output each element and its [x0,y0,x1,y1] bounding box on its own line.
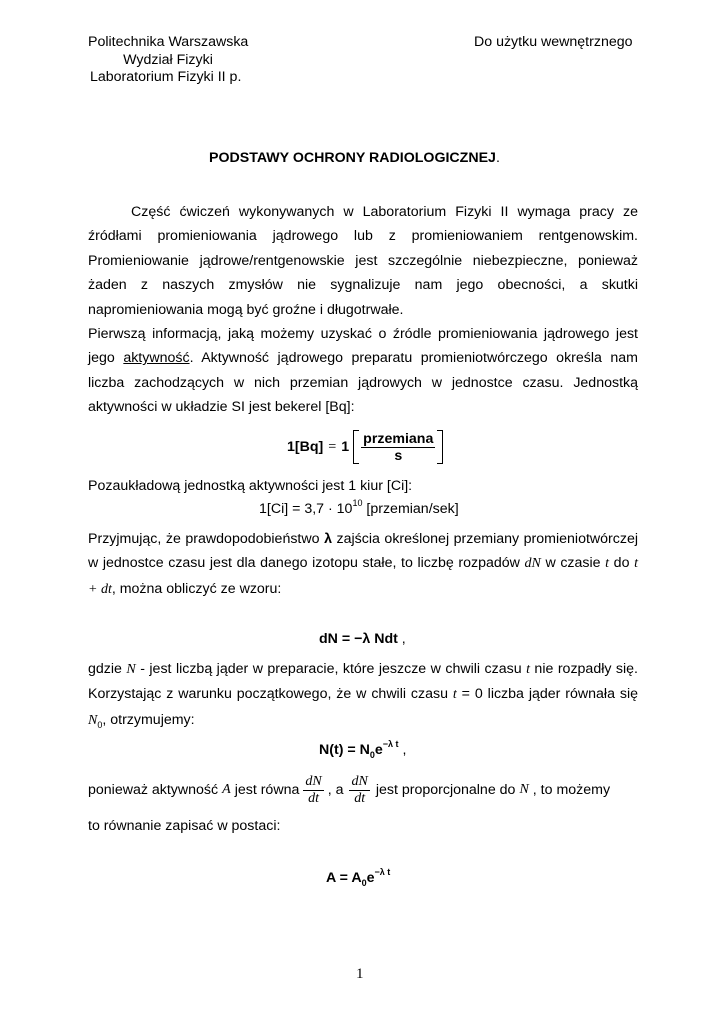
page-title: PODSTAWY OCHRONY RADIOLOGICZNEJ. [209,150,500,166]
page-number: 1 [356,966,364,982]
term-activity: aktywność [123,350,190,367]
paragraph-intro: Część ćwiczeń wykonywanych w Laboratorium Fizyki II wymaga pracy ze źródłami promieniowania jądrowego lub z promieniowaniem rentgenowskim. Promieniowanie jądrowe/rentgenowskie jest szczególnie niebezpieczne, ponieważ żaden z naszych zmysłów nie sygnalizuje nam jego obecności, a skutki napromieniowania mogą być groźne i długotrwałe. [88,204,638,318]
fraction-dN-dt-2: $\frac{dN}{dt}$ [351,773,368,806]
header-faculty: Wydział Fizyki [123,52,213,68]
paragraph-initial-condition: gdzie N - jest liczbą jąder w preparacie, które jeszcze w chwili czasu t nie rozpadły się. Korzystając z warunku początkowego, że w chwili czasu t = 0 liczba jąder równała się $N_0$, otrzymujemy: [88,661,639,730]
equation-decay-law: dN = −λ Ndt , [319,631,406,647]
equation-decay-solution: $N(t) = N_0e^{-\lambda t}$ , [319,739,407,760]
header-institution: Politechnika Warszawska [88,34,249,50]
header-note: Do użytku wewnętrznego [474,34,633,50]
equation-curie: $1[Ci] = 3,7 \cdot 10^{10}$ [przemian/sek] [259,498,459,517]
equation-activity: $A = A_0e^{-\lambda t}$ [326,867,391,888]
header-lab: Laboratorium Fizyki II p. [90,69,242,85]
paragraph-decay-probability: Przyjmując, że prawdopodobieństwo λ zajścia określonej przemiany promieniotwórczej w jednostce czasu jest dla danego izotopu stałe, to liczbę rozpadów dN w czasie t do t + dt, można obliczyć ze wzoru: [88,531,638,597]
paragraph-activity-derivative: ponieważ aktywność A jest równa $\frac{dN}{dt}$ , a $\frac{dN}{dt}$ jest proporcjonalne do N , to możemy [88,773,611,806]
paragraph-curie: Pozaukładową jednostką aktywności jest 1 kiur [Ci]: [88,478,413,494]
equation-becquerel: 1[Bq] = 1 $\frac{\text{przemiana}}{s}$ [287,429,443,465]
paragraph-rewrite: to równanie zapisać w postaci: [88,818,281,834]
paragraph-activity: Pierwszą informacją, jaką możemy uzyskać o źródle promieniowania jądrowego jest jego aktywność. Aktywność jądrowego preparatu promieniotwórczego określa nam liczba zachodzących w nich przemian jądrowych w jednostce czasu. Jednostką aktywności w układzie SI jest bekerel [Bq]: [88,326,639,416]
fraction-dN-dt: $\frac{dN}{dt}$ [305,773,322,806]
